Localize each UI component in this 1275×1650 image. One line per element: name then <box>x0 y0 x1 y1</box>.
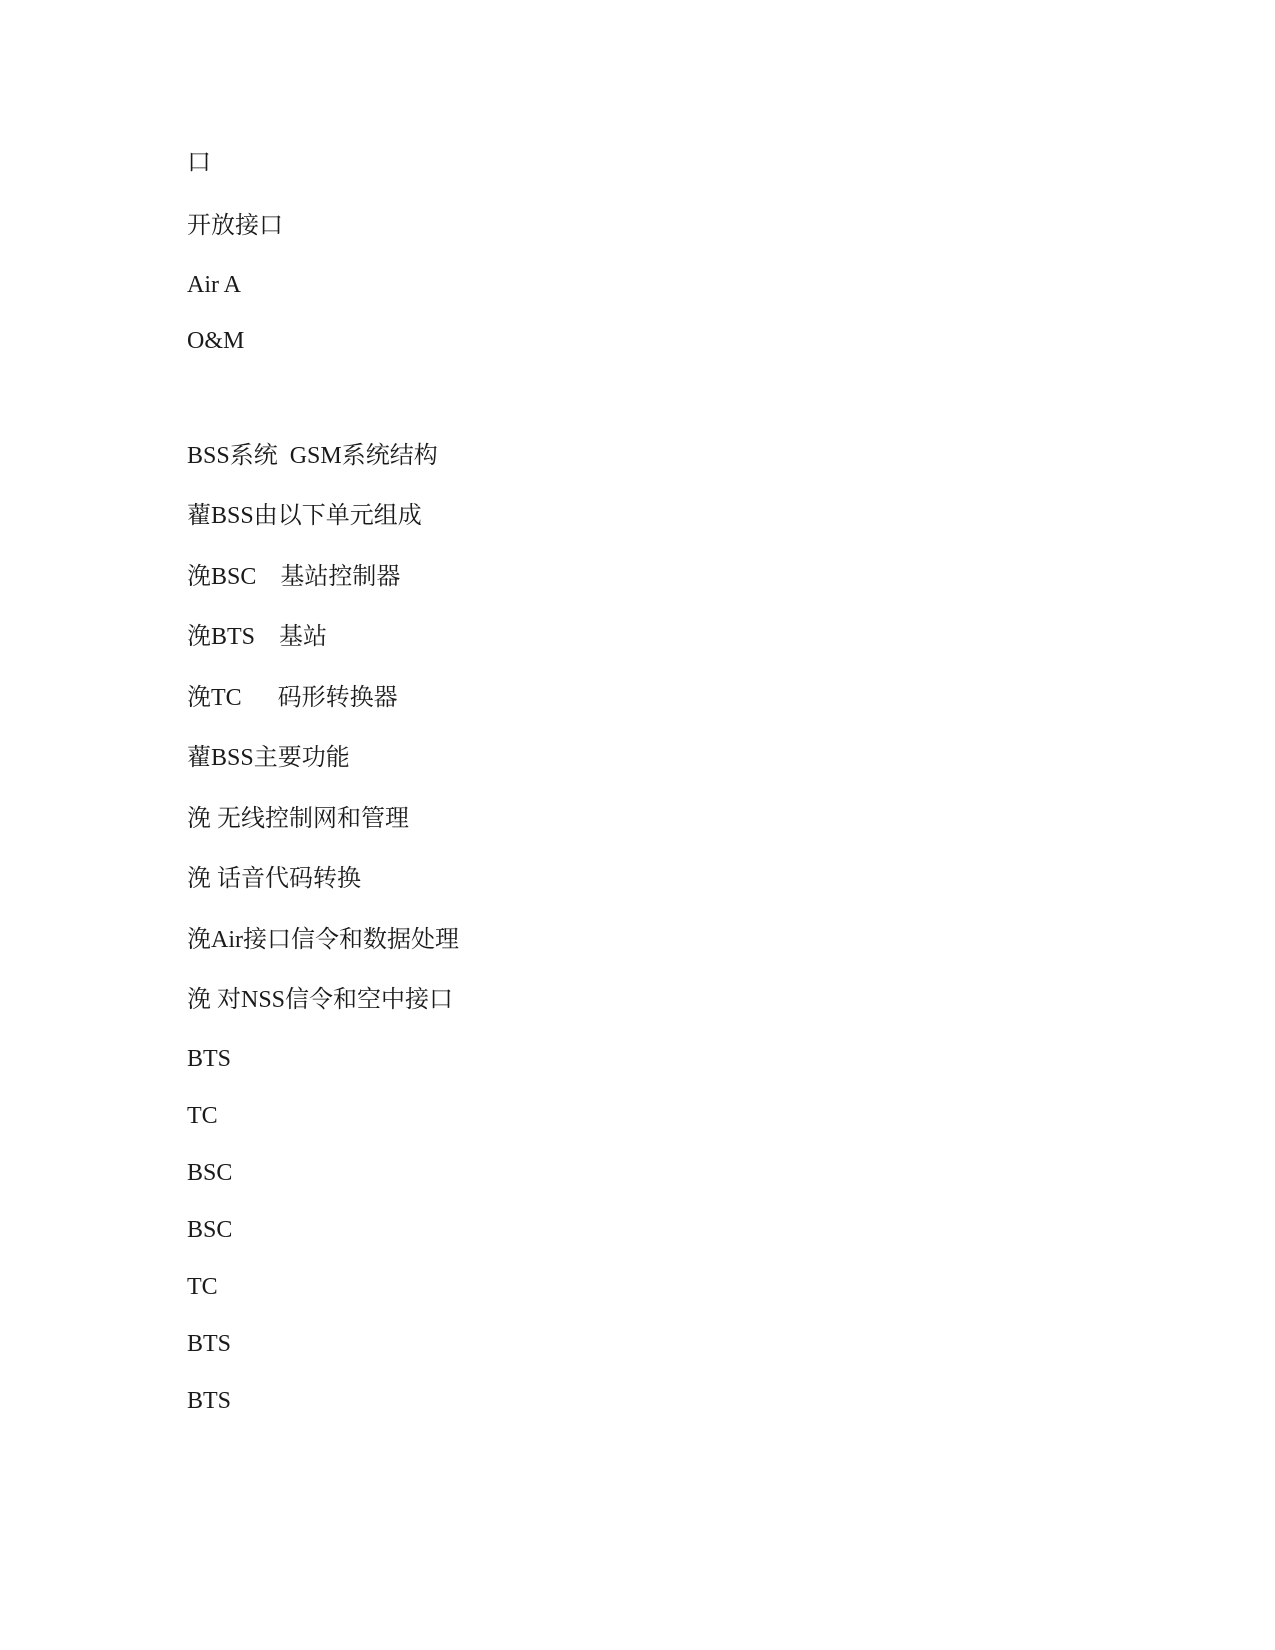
text-line-kou: 口 <box>187 150 211 176</box>
text-line-speech-transcoding: 浼 话音代码转换 <box>187 866 361 892</box>
text-line-tc: 浼TC 码形转换器 <box>187 685 398 711</box>
text-line-bts: 浼BTS 基站 <box>187 624 328 650</box>
text-line-label-bts-1: BTS <box>187 1046 232 1072</box>
text-line-label-tc-1: TC <box>187 1103 218 1129</box>
text-line-label-bts-2: BTS <box>187 1331 232 1357</box>
text-line-bss-units: 藋BSS由以下单元组成 <box>187 503 422 529</box>
text-line-bsc: 浼BSC 基站控制器 <box>187 564 401 590</box>
text-line-open-interface: 开放接口 <box>187 213 283 239</box>
text-line-bss-heading: BSS系统 GSM系统结构 <box>187 443 438 469</box>
text-line-label-bts-3: BTS <box>187 1388 232 1414</box>
text-line-label-tc-2: TC <box>187 1274 218 1300</box>
text-line-nss-signaling: 浼 对NSS信令和空中接口 <box>187 987 454 1013</box>
text-line-label-bsc-1: BSC <box>187 1160 233 1186</box>
text-line-radio-control: 浼 无线控制网和管理 <box>187 806 409 832</box>
text-line-air-a: Air A <box>187 272 241 298</box>
text-line-bss-functions: 藋BSS主要功能 <box>187 745 350 771</box>
text-line-om: O&M <box>187 328 245 354</box>
text-line-label-bsc-2: BSC <box>187 1217 233 1243</box>
text-line-air-signaling: 浼Air接口信令和数据处理 <box>187 927 459 953</box>
